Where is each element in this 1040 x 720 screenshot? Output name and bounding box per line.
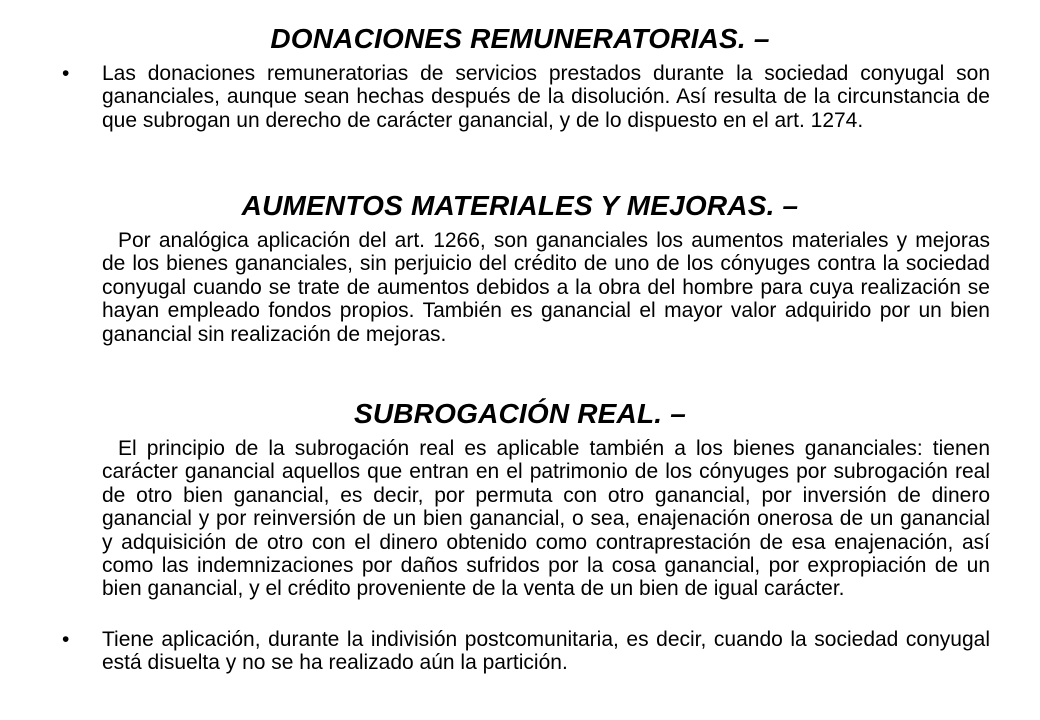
paragraph-postcomunitaria: Tiene aplicación, durante la indivisión postcomunitaria, es decir, cuando la sociedad conyugal está disuelta y no se ha realizado aún la partición. <box>102 628 990 675</box>
heading-subrogacion: SUBROGACIÓN REAL. – <box>353 398 687 429</box>
paragraph-aumentos: Por analógica aplicación del art. 1266, son gananciales los aumentos materiales y mejoras de los bienes gananciales, sin perjuicio del crédito de uno de los cónyuges contra la sociedad conyugal cuando se trate de aumentos debidos a la obra del hombre para cuya realización se hayan empleado fondos propios. También es ganancial el mayor valor adquirido por un bien ganancial sin realización de mejoras. <box>102 229 990 346</box>
paragraph-subrogacion: El principio de la subrogación real es aplicable también a los bienes gananciales: tienen carácter ganancial aquellos que entran en el patrimonio de los cónyuges por subrogación real de otro bien ganancial, es decir, por permuta con otro ganancial, por inversión de dinero ganancial y por reinversión de un bien ganancial, o sea, enajenación onerosa de un ganancial y adquisición de otro con el dinero obtenido como contraprestación de esa enajenación, así como las indemnizaciones por daños sufridos por la cosa ganancial, por expropiación de un bien ganancial, y el crédito proveniente de la venta de un bien de igual carácter. <box>102 437 990 601</box>
heading-donaciones: DONACIONES REMUNERATORIAS. – <box>270 23 770 54</box>
paragraph-donaciones: Las donaciones remuneratorias de servicios prestados durante la sociedad conyugal son gananciales, aunque sean hechas después de la disolución. Así resulta de la circunstancia de que subrogan un derecho de carácter ganancial, y de lo dispuesto en el art. 1274. <box>102 62 990 132</box>
bullet-marker: • <box>62 62 70 85</box>
heading-aumentos: AUMENTOS MATERIALES Y MEJORAS. – <box>241 190 799 221</box>
bullet-marker: • <box>62 628 70 651</box>
